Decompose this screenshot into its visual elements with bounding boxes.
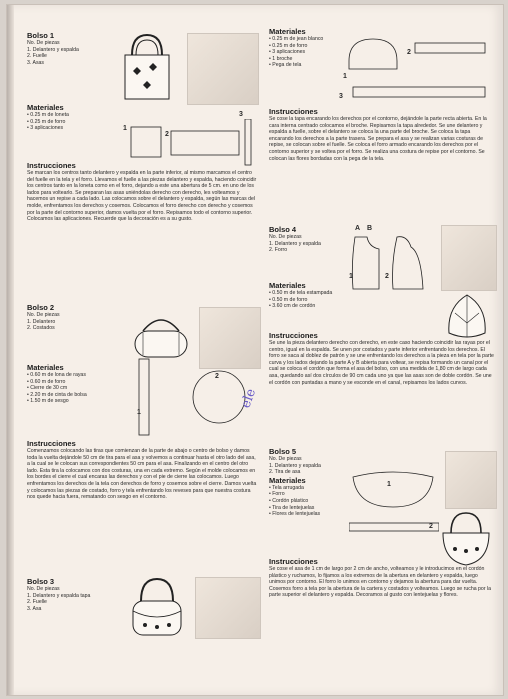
- bolso2-material: • 1.50 m de sesgo: [27, 398, 69, 405]
- bolso5-instructions: [269, 557, 495, 599]
- bolso5-material: • Tira de lentejuelas: [269, 504, 315, 511]
- bolso3-bag-sketch: [127, 577, 187, 639]
- bolso1-instructions-text: Se marcan los centros tanto delantero y espalda en la parte inferior, al mismo marcamos el centro del fuelle en la tela y el forro. Llevamos el fuelle a las piezas delantero y espalda, haciendo coincidir los centros tanto en la loneta como en el forro, dejando a este una abertura de 5 cm. en uno de los lados para voltearlo. Se preparan las asas uniéndolas derecho con derecho, les volteamos y hacemos un repise a cada lado. Las colocamos sobre el delantero y espalda, según las marcas del molde, enfrentamos los derechos y cosemos. Colocamos el forro derecho con derecho y cosemos por la parte del contorno superior, damos vuelta por el forro. Repisamos todo el contorno superior. Colocamos las aplicaciones. Recuerde que la decoración es a su gusto.: [27, 170, 257, 223]
- bolso2-bag-sketch: [131, 311, 191, 361]
- bolso3-material: • 3 aplicaciones: [269, 49, 306, 56]
- bolso1-instructions: [27, 161, 259, 223]
- bolso1-header: [27, 31, 127, 66]
- handwritten-mark: ele: [238, 386, 260, 411]
- bolso3-piece: 3. Asa: [27, 605, 42, 612]
- bolso4-label-b: B: [367, 225, 373, 232]
- bolso1-materials: [27, 103, 127, 132]
- bolso2-instructions-text: Comenzamos colocando las tiras que comienzan de la parte de abajo o centro de bolso y damos toda la vuelta dejándole 50 cm de tira para el asa y volvemos a continuar hasta el otro lado del asa, a la cual se le colocan sus correspondientes 50 cm para el asa. Finalizando en el centro del otro lado. Esta tira la colocamos con dos costuras, una en cada extremo. Según el molde colocamos en los bordes el cierre el cual encaras las derechos y con el pie de cierre las colocamos. Luego enfrentamos los derechos de la tela con derechos de forro y cosemos sobre el cierre. Damos vuelta y colocamos las piezas de costado, forro y tela enfrentando los reveses para que nuestra costura nos quede hacia fuera, rematando con sesgo en el contorno.: [27, 448, 257, 501]
- bolso2-material: • Cierre de 30 cm: [27, 385, 68, 392]
- bolso1-title: Bolso 1: [27, 31, 55, 40]
- bolso2-material: • 0.60 m de lona de rayas: [27, 372, 86, 378]
- bolso4-materials-title: Materiales: [269, 281, 306, 290]
- bolso3-label-1: 1: [343, 73, 347, 80]
- bolso4-material: • 0.50 m de forro: [269, 296, 308, 303]
- bolso5-piece: No. De piezas: [269, 456, 302, 462]
- bolso3-material: • 0.25 m de forro: [269, 42, 308, 49]
- bolso2-instructions-title: Instrucciones: [27, 439, 76, 448]
- bolso5-material: • Cordón plástico: [269, 497, 309, 504]
- bolso2-pattern-pieces: [135, 357, 255, 437]
- bolso3-instructions-title: Instrucciones: [269, 107, 318, 116]
- bolso1-piece: 3. Asas: [27, 59, 45, 66]
- bolso3-instructions: [269, 107, 495, 162]
- bolso5-materials-title: Materiales: [269, 475, 306, 485]
- bolso4-material: • 3.60 cm de cordón: [269, 303, 316, 310]
- bolso3-label-3: 3: [339, 93, 343, 100]
- bolso3-photo: [195, 577, 261, 639]
- bolso1-photo: [187, 33, 259, 105]
- bolso3-pattern-pieces: [339, 31, 489, 111]
- bolso3-header: [27, 577, 127, 612]
- bolso2-label-2: 2: [215, 373, 219, 380]
- bolso5-instructions-title: Instrucciones: [269, 557, 318, 566]
- bolso3-material: • Pega de tela: [269, 62, 302, 69]
- bolso4-instructions-title: Instrucciones: [269, 331, 318, 340]
- bolso5-material: • Tela arrugada: [269, 484, 304, 491]
- bolso4-instructions: [269, 331, 495, 386]
- bolso2-instructions: [27, 439, 259, 501]
- bolso4-label-1: 1: [349, 273, 353, 280]
- bolso3-piece: No. De piezas: [27, 586, 60, 592]
- magazine-page: [6, 4, 504, 696]
- bolso4-header: [269, 225, 359, 254]
- bolso5-pattern-pieces: [349, 467, 439, 537]
- bolso4-piece: 1. Delantero y espalda: [269, 240, 321, 247]
- bolso5-material: • Forro: [269, 491, 285, 498]
- bolso5-header: [269, 447, 359, 518]
- bolso2-materials: [27, 363, 127, 405]
- bolso4-material: • 0.50 m de tela estampada: [269, 290, 333, 296]
- bolso1-material: • 0.25 m de forro: [27, 118, 66, 125]
- bolso1-label-1: 1: [123, 125, 127, 132]
- bolso5-photo: [445, 451, 497, 509]
- bolso3-title: Bolso 3: [27, 577, 55, 586]
- bolso1-material: • 3 aplicaciones: [27, 125, 64, 132]
- bolso3-label-2: 2: [407, 49, 411, 56]
- bolso2-piece: 2. Costados: [27, 325, 55, 332]
- bolso4-photo: [441, 225, 497, 291]
- bolso4-title: Bolso 4: [269, 225, 297, 234]
- bolso4-pattern-pieces: [349, 233, 429, 293]
- bolso2-header: [27, 303, 127, 332]
- bolso4-label-a: A: [355, 225, 361, 232]
- bolso4-label-2: 2: [385, 273, 389, 280]
- bolso1-materials-title: Materiales: [27, 103, 64, 112]
- bolso4-piece: No. De piezas: [269, 234, 302, 240]
- bolso5-label-1: 1: [387, 481, 391, 488]
- bolso5-label-2: 2: [429, 523, 433, 530]
- bolso5-piece: 1. Delantero y espalda: [269, 462, 321, 469]
- page-binding-edge: [7, 5, 14, 695]
- bolso1-bag-sketch: [117, 33, 177, 103]
- bolso2-material: • 2.20 m de cinta de bolsa: [27, 391, 87, 398]
- bolso1-pattern-pieces: [125, 119, 257, 167]
- bolso3-piece: 1. Delantero y espalda tapa: [27, 592, 91, 599]
- bolso1-piece: 1. Delantero y espalda: [27, 46, 79, 53]
- bolso3-material: • 0.25 m de jean blanco: [269, 36, 324, 42]
- bolso1-label-2: 2: [165, 131, 169, 138]
- bolso1-instructions-title: Instrucciones: [27, 161, 76, 170]
- bolso1-piece: No. De piezas: [27, 40, 60, 46]
- bolso3-instructions-text: Se cose la tapa encarando los derechos por el contorno, dejándole la parte recta abierta. En la cara interna centrado colocamos el broche. Repisamos la tapa alrededor. Se une delantero y espalda a fuelle, sobre el delantero se coloca la una parte del broche. Se coloca la tapa encarando los derechos a la parte trasera. Se prepara el asa y se realizan varias costuras de repise, se colocan sobre el fuelle. Se coloca el forro armado encarando los derechos por el contorno superior y se voltea por el forro. Se realiza una costura de repise por el contorno. Se colocan las flores bordadas con la pega de la tela.: [269, 116, 487, 162]
- bolso4-materials: [269, 281, 359, 310]
- bolso2-piece: No. De piezas: [27, 312, 60, 318]
- bolso3-material: • 1 broche: [269, 55, 293, 62]
- bolso1-label-3: 3: [239, 111, 243, 118]
- bolso1-piece: 2. Fuelle: [27, 53, 47, 60]
- bolso5-material: • Flores de lentejuelas: [269, 511, 321, 518]
- bolso2-materials-title: Materiales: [27, 363, 64, 372]
- bolso2-material: • 0.60 m de forro: [27, 378, 66, 385]
- bolso5-instructions-text: Se cose el asa de 1 cm de largo por 2 cm de ancho, volteamos y le introducimos en el cordón plástico y ruchamos, lo fijamos a los extremos de la abertura en delantero y espalda, luego unimos por contorno. El forro lo unimos en contorno y dejamos la abertura para dar vuelta. Cosemos forro a tela por la abertura de la cartera y costados y volteamos. Luego se rucha por la parte superior el delantero y espalda. Decoramos al gusto con lentejuelas y flores.: [269, 566, 492, 599]
- bolso1-material: • 0.25 m de loneta: [27, 112, 69, 118]
- bolso2-piece: 1. Delantero: [27, 318, 56, 325]
- bolso3-materials-title: Materiales: [269, 27, 306, 36]
- bolso3-piece: 2. Fuelle: [27, 599, 47, 606]
- bolso2-label-1: 1: [137, 409, 141, 416]
- bolso4-piece: 2. Forro: [269, 247, 288, 254]
- bolso5-piece: 2. Tira de asa: [269, 469, 301, 476]
- bolso2-title: Bolso 2: [27, 303, 55, 312]
- bolso5-title: Bolso 5: [269, 447, 297, 456]
- bolso4-instructions-text: Se une la pieza delantero derecho con derecho, en este caso haciendo coincidir las rayas por el centro, igual en la espalda. Se unen por costados y parte inferior enfrentando los derechos. El forro se saca al doblez de patrón y se une enfrentando los derechos a la pieza en tela por la parte curva y los lados dejando la parte A y B abierta para voltear, se repisa formando un canal por el cual se coloca el cordón que forma el asa del bolso, con una medida de 1,80 cm de largo cada asa, quedando así dos círculos de 90 cm cada uno ya que las asas son de doble cordón. Se une el cordón con puntadas a mano y se esconde en el canal, repisamos los lados curvos.: [269, 340, 494, 386]
